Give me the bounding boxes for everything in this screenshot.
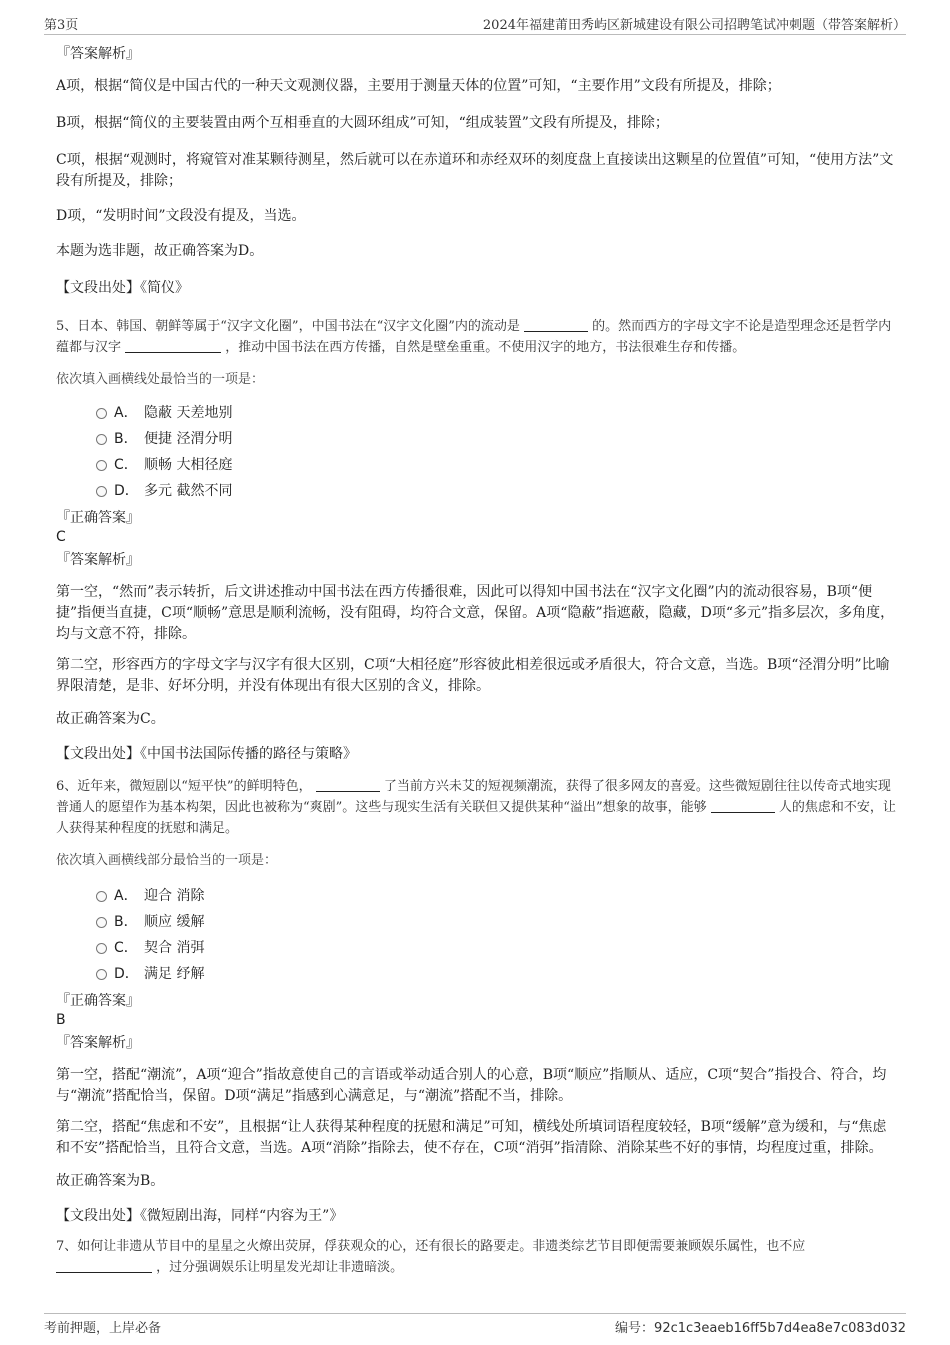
q5-analysis-2: 第二空，形容西方的字母文字与汉字有很大区别，C项“大相径庭”形容彼此相差很远或矛盾很大，符合文意，当选。B项“泾渭分明”比喻界限清楚，是非、好坏分明，并没有体现出有很大区别的含义，排除。 — [56, 657, 890, 694]
fill-blank — [125, 338, 221, 353]
q6-stem: 6、近年来，微短剧以“短平快”的鲜明特色， 了当前方兴未艾的短视频潮流，获得了很多网友的喜爱。这些微短剧往往以传奇式地实现普通人的愿望作为基本构架，因此也被称为“爽剧”。这些与现实生活有关联但又提供某种“溢出”想象的故事，能够 人的焦虑和不安，让人获得某种程度的抚慰和满足。 — [56, 779, 896, 836]
analysis-label: 『答案解析』 — [56, 1035, 140, 1051]
page-header — [44, 12, 906, 35]
q5-analysis-1: 第一空，“然而”表示转折，后文讲述推动中国书法在西方传播很难，因此可以得知中国书法在“汉字文化圈”内的流动很容易，B项“便捷”指便当直捷，C项“顺畅”意思是顺利流畅，没有阻碍，均符合文意，保留。A项“隐蔽”指遮蔽，隐藏，D项“多元”指多层次，多角度，均与文意不符，排除。 — [56, 584, 895, 642]
q6-analysis-1: 第一空，搭配“潮流”，A项“迎合”指故意使自己的言语或举动适合别人的心意，B项“顺应”指顺从、适应，C项“契合”指投合、符合，均与“潮流”搭配恰当，保留。D项“满足”指感到心满意足，与“潮流”搭配不当，排除。 — [56, 1067, 887, 1104]
footer-slogan: 考前押题，上岸必备 — [44, 1321, 162, 1336]
page-number: 第3页 — [44, 18, 79, 33]
q5-option-a[interactable]: A． 隐蔽 天差地别 — [56, 400, 902, 426]
q4-conclusion: 本题为选非题，故正确答案为D。 — [56, 243, 264, 259]
q5-correct-answer: C — [56, 529, 66, 545]
q4-source: 【文段出处】《简仪》 — [56, 280, 189, 296]
radio-icon[interactable] — [96, 917, 107, 928]
q6-analysis-2: 第二空，搭配“焦虑和不安”，且根据“让人获得某种程度的抚慰和满足”可知，横线处所填词语程度较轻，B项“缓解”意为缓和，与“焦虑和不安”搭配恰当，且符合文意，当选。A项“消除”指除去，使不存在，C项“消弭”指清除、消除某些不好的事情，均程度过重，排除。 — [56, 1119, 887, 1156]
fill-blank — [711, 798, 775, 813]
correct-answer-label: 『正确答案』 — [56, 510, 140, 526]
q6-options — [56, 883, 902, 987]
q5-options — [56, 400, 902, 504]
page-content — [56, 44, 902, 1278]
radio-icon[interactable] — [96, 891, 107, 902]
radio-icon[interactable] — [96, 460, 107, 471]
fill-blank — [524, 317, 588, 332]
q6-option-c[interactable]: C． 契合 消弭 — [56, 935, 902, 961]
analysis-label: 『答案解析』 — [56, 46, 140, 62]
correct-answer-label: 『正确答案』 — [56, 993, 140, 1009]
document-id — [615, 1317, 906, 1336]
radio-icon[interactable] — [96, 408, 107, 419]
q6-option-a[interactable]: A． 迎合 消除 — [56, 883, 902, 909]
radio-icon[interactable] — [96, 486, 107, 497]
q4-analysis-c: C项，根据“观测时，将窥管对准某颗待测星，然后就可以在赤道环和赤经双环的刻度盘上直接读出这颗星的位置值”可知，“使用方法”文段有所提及，排除； — [56, 152, 894, 189]
fill-blank — [316, 777, 380, 792]
radio-icon[interactable] — [96, 434, 107, 445]
q5-option-c[interactable]: C． 顺畅 大相径庭 — [56, 452, 902, 478]
q6-option-b[interactable]: B． 顺应 缓解 — [56, 909, 902, 935]
radio-icon[interactable] — [96, 943, 107, 954]
page-footer — [44, 1313, 906, 1336]
q7-stem: 7、如何让非遗从节目中的星星之火燎出荧屏，俘获观众的心，还有很长的路要走。非遗类综艺节目即便需要兼顾娱乐属性，也不应 ，过分强调娱乐让明星发光却让非遗暗淡。 — [56, 1239, 806, 1275]
q6-prompt: 依次填入画横线部分最恰当的一项是： — [56, 853, 278, 868]
q4-analysis-a: A项，根据“简仪是中国古代的一种天文观测仪器，主要用于测量天体的位置”可知，“主要作用”文段有所提及，排除； — [56, 78, 781, 94]
q5-prompt: 依次填入画横线处最恰当的一项是： — [56, 372, 265, 387]
q6-conclusion: 故正确答案为B。 — [56, 1173, 165, 1189]
document-id-value: 92c1c3eaeb16ff5b7d4ea8e7c083d032 — [654, 1321, 906, 1336]
q6-option-d[interactable]: D． 满足 纾解 — [56, 961, 902, 987]
q6-correct-answer: B — [56, 1012, 66, 1028]
q5-option-b[interactable]: B． 便捷 泾渭分明 — [56, 426, 902, 452]
q6-source: 【文段出处】《微短剧出海，同样“内容为王”》 — [56, 1208, 344, 1224]
radio-icon[interactable] — [96, 969, 107, 980]
q5-conclusion: 故正确答案为C。 — [56, 711, 165, 727]
q5-source: 【文段出处】《中国书法国际传播的路径与策略》 — [56, 746, 357, 762]
document-title: 2024年福建莆田秀屿区新城建设有限公司招聘笔试冲刺题（带答案解析） — [482, 18, 906, 33]
fill-blank — [56, 1258, 152, 1273]
document-id-label: 编号： — [615, 1321, 655, 1336]
q5-option-d[interactable]: D． 多元 截然不同 — [56, 478, 902, 504]
q5-stem: 5、日本、韩国、朝鲜等属于“汉字文化圈”，中国书法在“汉字文化圈”内的流动是 的。然而西方的字母文字不论是造型理念还是哲学内蕴都与汉字 ，推动中国书法在西方传播，自然是壁垒重重。不使用汉字的地方，书法很难生存和传播。 — [56, 319, 892, 355]
analysis-label: 『答案解析』 — [56, 552, 140, 568]
q4-analysis-b: B项，根据“简仪的主要装置由两个互相垂直的大圆环组成”可知，“组成装置”文段有所提及，排除； — [56, 115, 669, 131]
q4-analysis-d: D项，“发明时间”文段没有提及，当选。 — [56, 208, 306, 224]
